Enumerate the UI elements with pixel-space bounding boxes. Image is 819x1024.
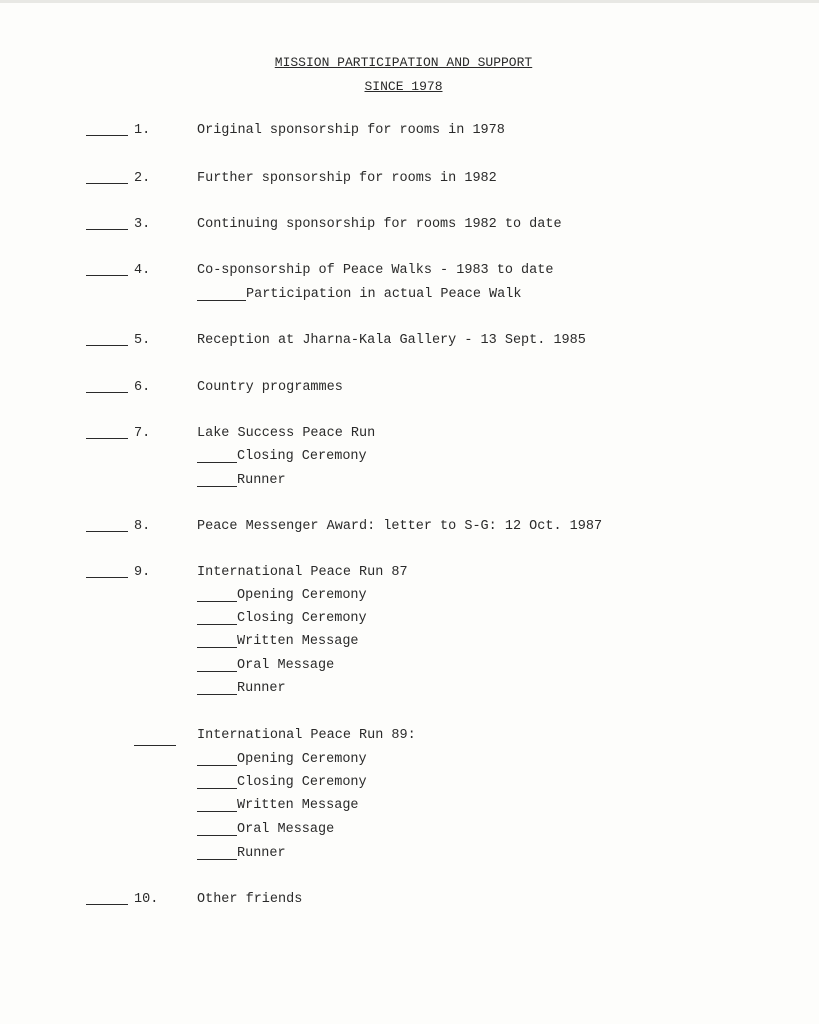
item-text-5: Reception at Jharna-Kala Gallery - 13 Sept. 1985 xyxy=(197,333,586,348)
checkbox-blank-8[interactable] xyxy=(86,530,128,532)
subitem-text-7-2: Runner xyxy=(237,473,286,488)
document-subtitle: SINCE 1978 xyxy=(364,79,443,94)
subitem-text-7-1: Closing Ceremony xyxy=(237,449,367,464)
subitem-text-4-1: Participation in actual Peace Walk xyxy=(246,287,522,302)
item-text-1: Original sponsorship for rooms in 1978 xyxy=(197,123,505,138)
checkbox-blank-2[interactable] xyxy=(86,182,128,184)
checkbox-blank-7[interactable] xyxy=(86,437,128,439)
item-number-3: 3. xyxy=(134,217,151,232)
page-edge xyxy=(0,0,819,3)
subitem-blank-89-5[interactable] xyxy=(197,858,237,860)
subitem-text-9-2: Closing Ceremony xyxy=(237,611,367,626)
subitem-text-89-1: Opening Ceremony xyxy=(237,752,367,767)
item-number-4: 4. xyxy=(134,263,151,278)
checkbox-blank-1[interactable] xyxy=(86,134,128,136)
subitem-text-9-3: Written Message xyxy=(237,634,359,649)
subitem-blank-9-4[interactable] xyxy=(197,670,237,672)
checkbox-blank-6[interactable] xyxy=(86,391,128,393)
checkbox-blank-5[interactable] xyxy=(86,344,128,346)
subitem-text-89-3: Written Message xyxy=(237,798,359,813)
item-number-8: 8. xyxy=(134,519,151,534)
subitem-blank-9-5[interactable] xyxy=(197,693,237,695)
checkbox-blank-3[interactable] xyxy=(86,228,128,230)
item-text-3: Continuing sponsorship for rooms 1982 to date xyxy=(197,217,562,232)
item-text-10: Other friends xyxy=(197,892,303,907)
item-number-5: 5. xyxy=(134,333,151,348)
item-number-10: 10. xyxy=(134,892,159,907)
subitem-text-9-5: Runner xyxy=(237,681,286,696)
subitem-blank-9-3[interactable] xyxy=(197,646,237,648)
checkbox-blank-10[interactable] xyxy=(86,903,128,905)
item-text-run-89: International Peace Run 89: xyxy=(197,728,416,743)
item-text-2: Further sponsorship for rooms in 1982 xyxy=(197,171,497,186)
subitem-blank-89-3[interactable] xyxy=(197,810,237,812)
subitem-text-89-5: Runner xyxy=(237,846,286,861)
subitem-text-9-1: Opening Ceremony xyxy=(237,588,367,603)
subitem-blank-89-1[interactable] xyxy=(197,764,237,766)
checkbox-blank-4[interactable] xyxy=(86,274,128,276)
item-text-9: International Peace Run 87 xyxy=(197,565,408,580)
subitem-blank-7-1[interactable] xyxy=(197,461,237,463)
subitem-blank-7-2[interactable] xyxy=(197,485,237,487)
subitem-blank-9-1[interactable] xyxy=(197,600,237,602)
item-number-7: 7. xyxy=(134,426,151,441)
item-text-7: Lake Success Peace Run xyxy=(197,426,376,441)
checkbox-blank-9[interactable] xyxy=(86,576,128,578)
subitem-blank-4-1[interactable] xyxy=(197,299,246,301)
subitem-text-89-2: Closing Ceremony xyxy=(237,775,367,790)
item-text-6: Country programmes xyxy=(197,380,343,395)
item-number-2: 2. xyxy=(134,171,151,186)
item-text-4: Co-sponsorship of Peace Walks - 1983 to date xyxy=(197,263,554,278)
item-number-1: 1. xyxy=(134,123,151,138)
subitem-blank-89-2[interactable] xyxy=(197,787,237,789)
subitem-blank-9-2[interactable] xyxy=(197,623,237,625)
item-number-6: 6. xyxy=(134,380,151,395)
item-text-8: Peace Messenger Award: letter to S-G: 12 Oct. 1987 xyxy=(197,519,603,534)
document-title: MISSION PARTICIPATION AND SUPPORT xyxy=(274,55,533,70)
checkbox-blank-run-89[interactable] xyxy=(134,744,176,746)
item-number-9: 9. xyxy=(134,565,151,580)
subitem-text-89-4: Oral Message xyxy=(237,822,335,837)
subitem-blank-89-4[interactable] xyxy=(197,834,237,836)
subitem-text-9-4: Oral Message xyxy=(237,658,335,673)
